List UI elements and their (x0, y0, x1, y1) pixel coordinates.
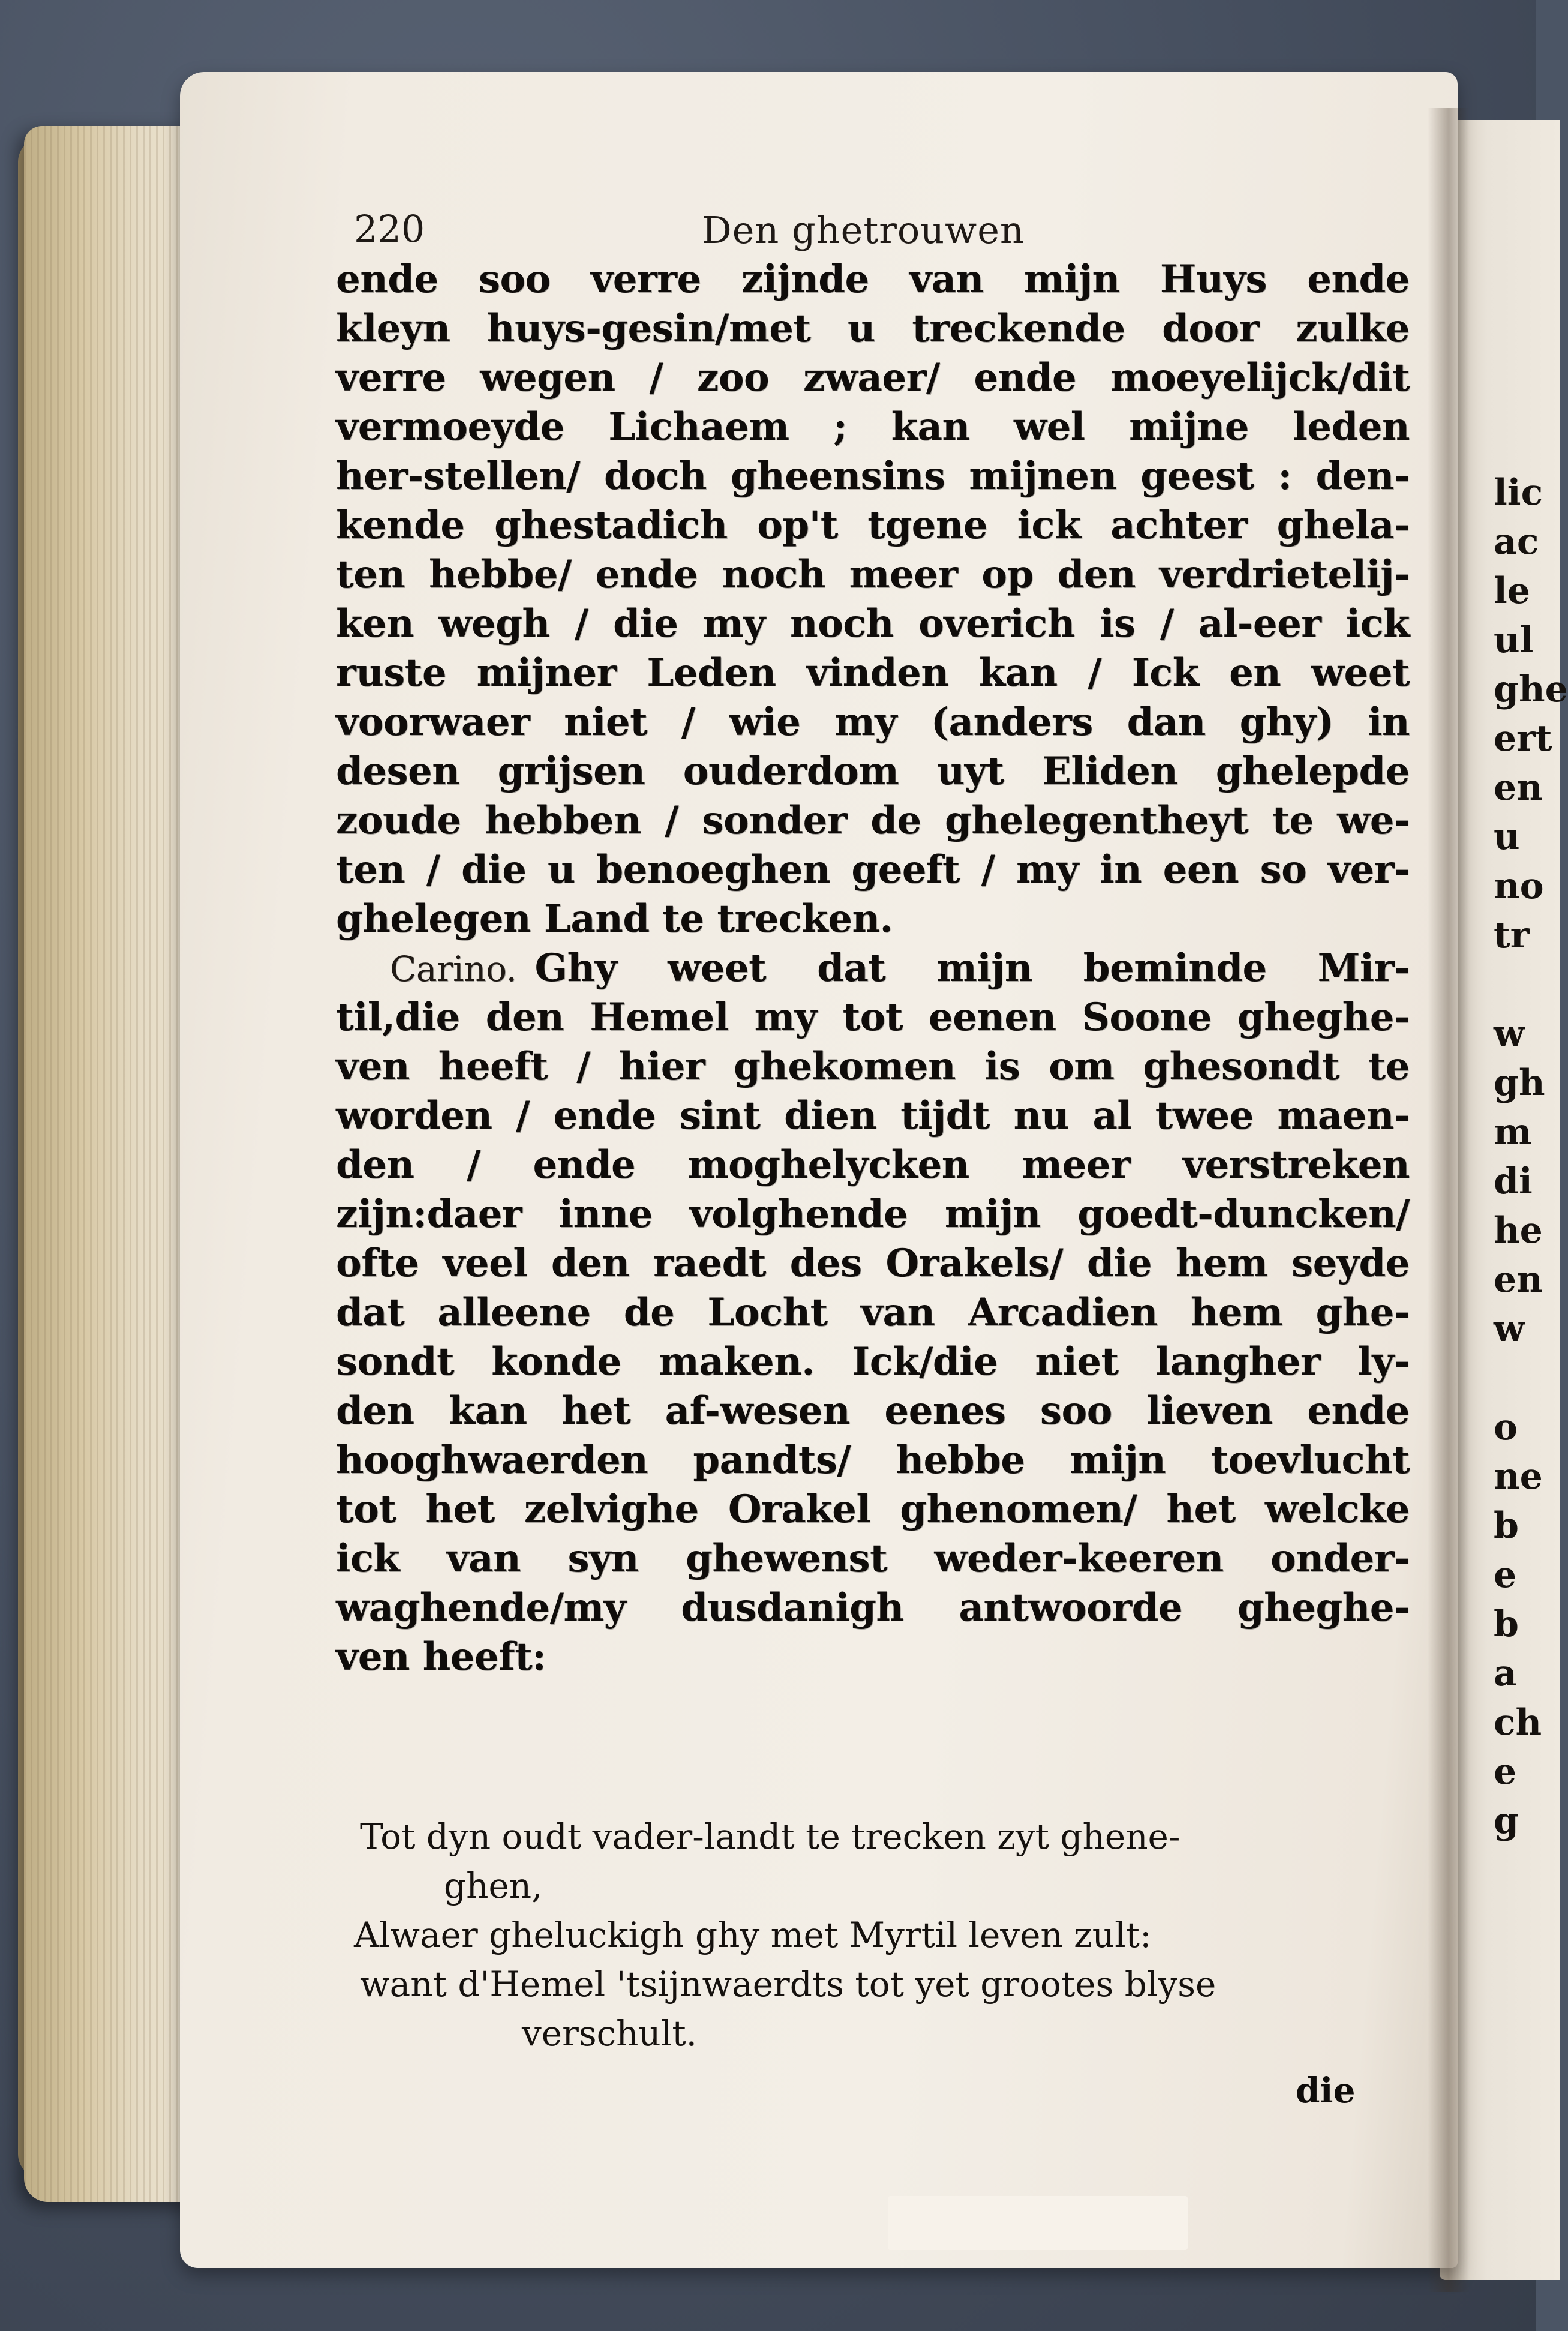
speech-line: ick van syn ghewenst weder-keeren onder- (336, 1536, 1410, 1581)
facing-page-fragment: en (1494, 1259, 1543, 1301)
speech-line: den kan het af-wesen eenes soo lieven ende (336, 1388, 1410, 1433)
speech-line: Ghy weet dat mijn beminde Mir- (534, 946, 1410, 991)
facing-page-fragment: e (1494, 1751, 1517, 1793)
facing-page-fragment: o (1494, 1406, 1518, 1448)
page-header (354, 207, 1404, 261)
verse-line: Alwaer gheluckigh ghy met Myrtil leven zult: (354, 1915, 1152, 1955)
facing-page-fragment: w (1494, 1013, 1525, 1055)
paper-tab (888, 2196, 1188, 2250)
facing-page-fragment: le (1494, 570, 1530, 612)
speech-line: ven heeft: (336, 1634, 546, 1679)
verse-line: want d'Hemel 'tsijnwaerdts tot yet grootes blyse (360, 1964, 1216, 2005)
speech-line: til,die den Hemel my tot eenen Soone gheghe- (336, 995, 1410, 1040)
body-line: ruste mijner Leden vinden kan / Ick en weet (336, 650, 1410, 695)
body-line: ten hebbe/ ende noch meer op den verdrietelij- (336, 552, 1410, 597)
speech-line: ofte veel den raedt des Orakels/ die hem seyde (336, 1241, 1410, 1286)
speech-line: worden / ende sint dien tijdt nu al twee maen- (336, 1093, 1410, 1138)
facing-page-fragment: m (1494, 1111, 1532, 1153)
running-head: Den ghetrouwen (702, 208, 1025, 252)
body-line: zoude hebben / sonder de ghelegentheyt te we- (336, 798, 1410, 843)
facing-page-fragment: di (1494, 1160, 1533, 1202)
speech-line: tot het zelvighe Orakel ghenomen/ het welcke (336, 1487, 1410, 1532)
speech-line: waghende/my dusdanigh antwoorde gheghe- (336, 1585, 1410, 1630)
facing-page-fragment: gh (1494, 1062, 1545, 1104)
facing-page-fragment: ert (1494, 718, 1552, 760)
body-line: kende ghestadich op't tgene ick achter ghela- (336, 503, 1410, 548)
body-line: voorwaer niet / wie my (anders dan ghy) in (336, 700, 1410, 745)
speech-line: sondt konde maken. Ick/die niet langher ly- (336, 1339, 1410, 1384)
facing-page-fragment: g (1494, 1800, 1519, 1842)
speaker-name: Carino. (390, 949, 517, 989)
facing-page-fragment (1494, 960, 1536, 1009)
body-line: vermoeyde Lichaem ; kan wel mijne leden (336, 404, 1410, 449)
body-text (336, 255, 1410, 1682)
body-line: ende soo verre zijnde van mijn Huys ende (336, 257, 1410, 302)
facing-page-fragment: ch (1494, 1702, 1542, 1744)
body-line: desen grijsen ouderdom uyt Eliden ghelepde (336, 749, 1410, 794)
facing-page-fragment: lic (1494, 472, 1543, 514)
facing-page-fragment: a (1494, 1652, 1517, 1694)
speech-first-line (336, 944, 1410, 993)
oracle-verse (354, 1812, 1392, 2058)
facing-page-fragment: w (1494, 1308, 1525, 1350)
facing-page-fragment: ac (1494, 521, 1539, 563)
facing-page-fragment: no (1494, 865, 1544, 907)
catchword: die (1296, 2070, 1356, 2111)
verse-line: verschult. (522, 2013, 698, 2054)
body-line: her-stellen/ doch gheensins mijnen geest : den- (336, 454, 1410, 499)
body-line: verre wegen / zoo zwaer/ ende moeyelijck/dit (336, 355, 1410, 400)
facing-page-fragment: en (1494, 767, 1543, 809)
body-line: ghelegen Land te trecken. (336, 896, 893, 941)
verse-line: Tot dyn oudt vader-landt te trecken zyt ghene- (360, 1816, 1180, 1857)
facing-page-fragment: b (1494, 1505, 1519, 1547)
body-line: kleyn huys-gesin/met u treckende door zulke (336, 306, 1410, 351)
speech-line: hooghwaerden pandts/ hebbe mijn toevlucht (336, 1438, 1410, 1483)
speech-line: ven heeft / hier ghekomen is om ghesondt te (336, 1044, 1410, 1089)
facing-page-fragment: ne (1494, 1456, 1543, 1498)
body-line: ten / die u benoeghen geeft / my in een so ver- (336, 847, 1410, 892)
gutter-shadow (1428, 108, 1470, 2292)
body-line: ken wegh / die my noch overich is / al-eer ick (336, 601, 1410, 646)
facing-page-fragment: e (1494, 1554, 1517, 1596)
page-number: 220 (354, 207, 425, 251)
facing-page-fragment: ghe (1494, 668, 1568, 710)
speech-line: den / ende moghelycken meer verstreken (336, 1142, 1410, 1187)
facing-page-fragment: b (1494, 1603, 1519, 1645)
facing-page-fragment: he (1494, 1210, 1543, 1252)
facing-page-fragment (1494, 1354, 1536, 1403)
facing-page-fragment: ul (1494, 619, 1534, 661)
speech-line: dat alleene de Locht van Arcadien hem ghe- (336, 1290, 1410, 1335)
facing-page-fragment: tr (1494, 914, 1530, 956)
facing-page-fragment: u (1494, 816, 1520, 858)
speech-line: zijn:daer inne volghende mijn goedt-duncken/ (336, 1192, 1410, 1237)
verse-line: ghen, (444, 1865, 543, 1906)
facing-page-text (1494, 468, 1568, 1846)
